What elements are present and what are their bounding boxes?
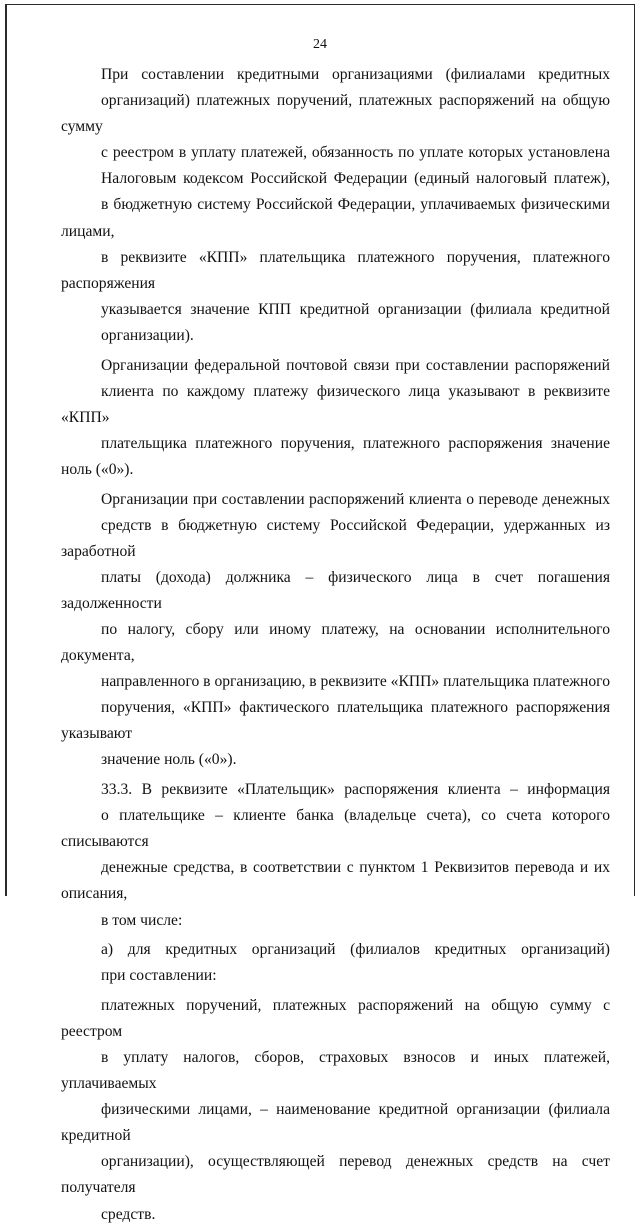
text-line: денежные средства, в соответствии с пунктом 1 Реквизитов перевода и их описания, bbox=[61, 859, 610, 903]
paragraph-postal-organizations bbox=[61, 353, 610, 483]
text-line: Организации при составлении распоряжений клиента о переводе денежных bbox=[101, 490, 610, 508]
paragraph-registry-payments bbox=[61, 993, 610, 1228]
paragraph-section-33-3 bbox=[61, 777, 610, 934]
text-line: в бюджетную систему Российской Федерации, уплачиваемых физическими лицами, bbox=[61, 196, 610, 240]
text-line: в том числе: bbox=[101, 911, 183, 929]
text-line: средств. bbox=[101, 1205, 156, 1223]
text-line: платежных поручений, платежных распоряжений на общую сумму с реестром bbox=[61, 996, 610, 1040]
text-line: а) для кредитных организаций (филиалов кредитных организаций) bbox=[101, 941, 610, 959]
text-line: о плательщике – клиенте банка (владельце счета), со счета которого списываются bbox=[61, 807, 610, 851]
page-number: 24 bbox=[313, 37, 327, 52]
text-line: при составлении: bbox=[101, 967, 217, 985]
paragraph-item-a bbox=[61, 937, 610, 989]
paragraph-salary-deductions bbox=[61, 487, 610, 774]
text-line: по налогу, сбору или иному платежу, на основании исполнительного документа, bbox=[61, 620, 610, 665]
text-line: Организации федеральной почтовой связи при составлении распоряжений bbox=[101, 356, 610, 374]
scan-border-right bbox=[634, 4, 635, 896]
text-line: организаций) платежных поручений, платежных распоряжений на общую сумму bbox=[61, 92, 610, 136]
text-line: плательщика платежного поручения, платежного распоряжения значение ноль («0»). bbox=[61, 434, 610, 478]
text-line: поручения, «КПП» фактического плательщика платежного распоряжения указывают bbox=[61, 699, 610, 743]
text-line: организации). bbox=[101, 326, 194, 344]
text-line: клиента по каждому платежу физического лица указывают в реквизите «КПП» bbox=[61, 382, 610, 426]
text-line: Налоговым кодексом Российской Федерации (единый налоговый платеж), bbox=[101, 170, 610, 188]
text-line: При составлении кредитными организациями (филиалами кредитных bbox=[101, 66, 610, 83]
text-line: с реестром в уплату платежей, обязанность по уплате которых установлена bbox=[101, 144, 610, 162]
text-line: в уплату налогов, сборов, страховых взносов и иных платежей, уплачиваемых bbox=[61, 1048, 610, 1093]
text-line: значение ноль («0»). bbox=[101, 751, 237, 769]
text-line: указывается значение КПП кредитной организации (филиала кредитной bbox=[101, 300, 610, 318]
scan-border-top bbox=[6, 4, 634, 5]
text-line: платы (дохода) должника – физического лица в счет погашения задолженности bbox=[61, 568, 610, 612]
text-line: организации), осуществляющей перевод денежных средств на счет получателя bbox=[61, 1153, 610, 1197]
text-line: средств в бюджетную систему Российской Федерации, удержанных из заработной bbox=[61, 516, 610, 560]
scan-border-left bbox=[5, 4, 7, 896]
paragraph-kpp-credit-organizations bbox=[61, 62, 610, 349]
document-body bbox=[61, 62, 610, 1228]
text-line: 33.3. В реквизите «Плательщик» распоряжения клиента – информация bbox=[101, 781, 610, 799]
text-line: в реквизите «КПП» плательщика платежного поручения, платежного распоряжения bbox=[61, 248, 610, 292]
text-line: физическими лицами, – наименование кредитной организации (филиала кредитной bbox=[61, 1101, 610, 1145]
text-line: направленного в организацию, в реквизите «КПП» плательщика платежного bbox=[101, 673, 610, 691]
